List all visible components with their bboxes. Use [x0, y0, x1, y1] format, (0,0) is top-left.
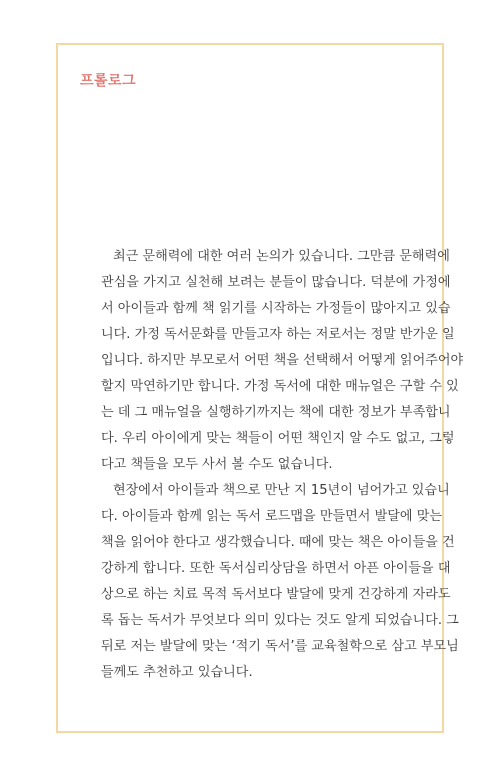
text-line: 상으로 하는 치료 목적 독서보다 발달에 맞게 건강하게 자라도 [101, 587, 451, 602]
text-line: 록 돕는 독서가 무엇보다 의미 있다는 것도 알게 되었습니다. 그 [101, 613, 459, 628]
text-line: 다. 아이들과 함께 읽는 독서 로드맵을 만들면서 발달에 맞는 [101, 509, 443, 524]
text-line: 책을 읽어야 한다고 생각했습니다. 때에 맞는 책은 아이들을 건 [101, 535, 455, 550]
text-line: 입니다. 하지만 부모로서 어떤 책을 선택해서 어떻게 읽어주어야 [101, 353, 464, 368]
text-line: 다고 책들을 모두 사서 볼 수도 없습니다. [101, 457, 333, 472]
paragraph [88, 244, 464, 478]
section-title: 프롤로그 [80, 73, 137, 89]
text-line: 강하게 합니다. 또한 독서심리상담을 하면서 아픈 아이들을 대 [101, 561, 451, 576]
text-line: 다. 우리 아이에게 맞는 책들이 어떤 책인지 알 수도 없고, 그렇 [101, 431, 455, 446]
text-line: 할지 막연하기만 합니다. 가정 독서에 대한 매뉴얼은 구할 수 있 [101, 379, 459, 394]
text-line: 들께도 추천하고 있습니다. [101, 665, 253, 680]
text-line: 뒤로 저는 발달에 맞는 ‘적기 독서’를 교육철학으로 삼고 부모님 [101, 639, 459, 654]
paragraph [88, 478, 459, 686]
text-line: 관심을 가지고 실천해 보려는 분들이 많습니다. 덕분에 가정에 [101, 275, 451, 290]
body-text [88, 244, 464, 686]
text-line: 는 데 그 매뉴얼을 실행하기까지는 책에 대한 정보가 부족합니 [101, 405, 451, 420]
text-line: 최근 문해력에 대한 여러 논의가 있습니다. 그만큼 문해력에 [113, 249, 450, 264]
text-line: 니다. 가정 독서문화를 만들고자 하는 저로서는 정말 반가운 일 [101, 327, 455, 342]
text-line: 서 아이들과 함께 책 읽기를 시작하는 가정들이 많아지고 있습 [101, 301, 451, 316]
text-line: 현장에서 아이들과 책으로 만난 지 15년이 넘어가고 있습니 [113, 483, 450, 498]
